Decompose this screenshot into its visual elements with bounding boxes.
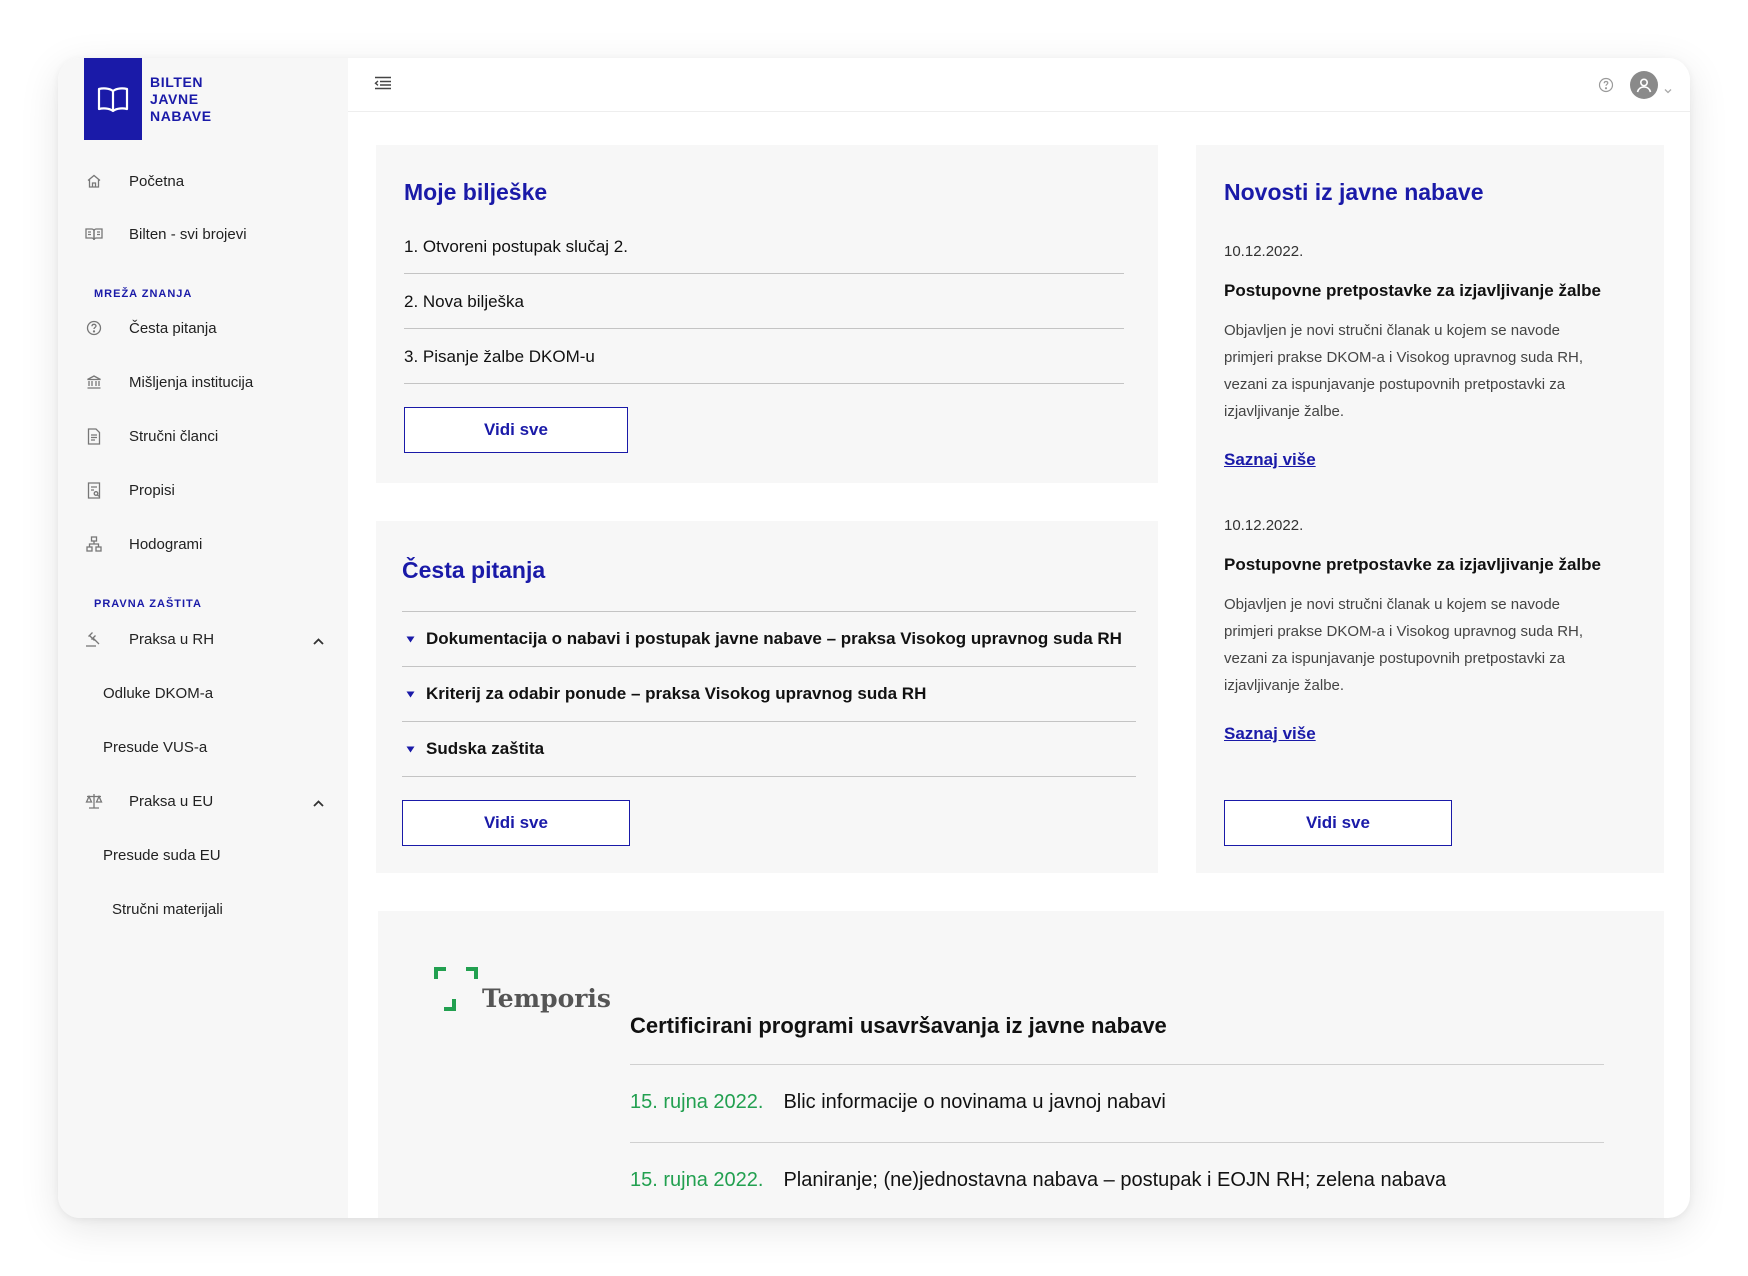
news-headline: Postupovne pretpostavke za izjavljivanje žalbe bbox=[1224, 555, 1601, 574]
sidebar-item-praksa-rh[interactable] bbox=[84, 619, 334, 659]
sidebar-subitem-strucni-materijali[interactable]: Stručni materijali bbox=[112, 900, 223, 918]
temporis-frame-icon bbox=[432, 965, 480, 1013]
document-icon bbox=[84, 426, 104, 446]
news-body-line: primjeri prakse DKOM-a i Visokog upravnog suda RH, bbox=[1224, 349, 1584, 366]
faq-item-label: Kriterij za odabir ponude – praksa Visokog upravnog suda RH bbox=[426, 684, 927, 703]
top-bar bbox=[348, 58, 1690, 112]
news-body-line: primjeri prakse DKOM-a i Visokog upravnog suda RH, bbox=[1224, 623, 1584, 640]
chevron-up-icon[interactable] bbox=[313, 794, 324, 811]
user-avatar-icon[interactable] bbox=[1630, 71, 1658, 99]
sidebar-item-label: Praksa u RH bbox=[129, 630, 215, 648]
note-item[interactable]: 3. Pisanje žalbe DKOM-u bbox=[404, 330, 1124, 384]
sidebar-item-propisi[interactable] bbox=[84, 470, 334, 510]
news-body-line: Objavljen je novi stručni članak u kojem se navode bbox=[1224, 322, 1561, 339]
sidebar-item-label: Mišljenja institucija bbox=[129, 373, 254, 391]
sidebar-item-praksa-eu[interactable] bbox=[84, 781, 334, 821]
caret-down-icon bbox=[402, 746, 426, 753]
news-body-line: Objavljen je novi stručni članak u kojem se navode bbox=[1224, 596, 1561, 613]
temporis-logo[interactable] bbox=[432, 965, 611, 1013]
program-name: Planiranje; (ne)jednostavna nabava – postupak i EOJN RH; zelena nabava bbox=[783, 1169, 1447, 1191]
sitemap-icon bbox=[84, 534, 104, 554]
section-label-mreza-znanja: MREŽA ZNANJA bbox=[94, 288, 193, 300]
news-view-all-button[interactable]: Vidi sve bbox=[1224, 800, 1452, 846]
sidebar-item-label: Hodogrami bbox=[129, 535, 203, 553]
faq-item[interactable] bbox=[402, 612, 1136, 667]
program-date: 15. rujna 2022. bbox=[630, 1169, 764, 1191]
sidebar-item-bilten[interactable] bbox=[84, 214, 334, 254]
news-headline: Postupovne pretpostavke za izjavljivanje žalbe bbox=[1224, 281, 1601, 300]
sidebar-item-strucni-clanci[interactable] bbox=[84, 416, 334, 456]
notes-card bbox=[376, 145, 1158, 483]
news-body bbox=[1224, 591, 1604, 699]
programs-divider bbox=[630, 1142, 1604, 1143]
faq-item[interactable] bbox=[402, 722, 1136, 777]
question-circle-icon bbox=[84, 318, 104, 338]
news-body-line: izjavljivanje žalbe. bbox=[1224, 403, 1345, 420]
notes-view-all-button[interactable]: Vidi sve bbox=[404, 407, 628, 453]
news-body bbox=[1224, 317, 1604, 425]
news-title: Novosti iz javne nabave bbox=[1224, 179, 1484, 205]
news-card bbox=[1196, 145, 1664, 873]
caret-down-icon bbox=[402, 691, 426, 698]
news-date: 10.12.2022. bbox=[1224, 243, 1304, 260]
sidebar-item-label: Česta pitanja bbox=[129, 319, 217, 337]
brand-line-1: BILTEN bbox=[150, 73, 204, 90]
brand-name bbox=[150, 74, 212, 125]
news-read-more-link[interactable]: Saznaj više bbox=[1224, 450, 1316, 469]
faq-title: Česta pitanja bbox=[402, 557, 546, 583]
program-date: 15. rujna 2022. bbox=[630, 1091, 764, 1113]
brand-line-3: NABAVE bbox=[150, 107, 212, 124]
brand-line-2: JAVNE bbox=[150, 90, 199, 107]
sidebar-subitem-presude-vus[interactable]: Presude VUS-a bbox=[103, 738, 208, 756]
faq-card bbox=[376, 521, 1158, 873]
sidebar-subitem-odluke-dkom[interactable]: Odluke DKOM-a bbox=[103, 684, 214, 702]
faq-item[interactable] bbox=[402, 667, 1136, 722]
program-name: Blic informacije o novinama u javnoj nabavi bbox=[783, 1091, 1166, 1113]
book-icon bbox=[84, 224, 104, 244]
news-read-more-link[interactable]: Saznaj više bbox=[1224, 724, 1316, 743]
sidebar bbox=[58, 58, 348, 1218]
chevron-down-icon[interactable] bbox=[1664, 81, 1672, 99]
sidebar-item-label: Propisi bbox=[129, 481, 175, 499]
news-body-line: izjavljivanje žalbe. bbox=[1224, 677, 1345, 694]
sidebar-item-label: Praksa u EU bbox=[129, 792, 214, 810]
sidebar-item-label: Stručni članci bbox=[129, 427, 219, 445]
brand-logo[interactable] bbox=[84, 58, 212, 140]
menu-collapse-icon[interactable] bbox=[374, 76, 392, 95]
faq-item-label: Dokumentacija o nabavi i postupak javne nabave – praksa Visokog upravnog suda RH bbox=[426, 629, 1122, 648]
home-icon bbox=[84, 171, 104, 191]
temporis-logo-text: Temporis bbox=[482, 984, 611, 1013]
sidebar-item-hodogrami[interactable] bbox=[84, 524, 334, 564]
news-body-line: vezani za ispunjavanje postupovnih pretpostavki za bbox=[1224, 376, 1566, 393]
section-label-pravna-zastita: PRAVNA ZAŠTITA bbox=[94, 598, 202, 610]
program-row[interactable] bbox=[630, 1091, 1166, 1114]
notes-title: Moje bilješke bbox=[404, 179, 548, 205]
programs-title: Certificirani programi usavršavanja iz javne nabave bbox=[630, 1013, 1167, 1038]
chevron-up-icon[interactable] bbox=[313, 632, 324, 649]
sidebar-subitem-presude-suda-eu[interactable]: Presude suda EU bbox=[103, 846, 221, 864]
sidebar-item-pocetna[interactable] bbox=[84, 161, 334, 201]
institution-icon bbox=[84, 372, 104, 392]
scales-icon bbox=[84, 791, 104, 811]
open-book-icon bbox=[84, 58, 142, 140]
regulations-icon bbox=[84, 480, 104, 500]
news-body-line: vezani za ispunjavanje postupovnih pretpostavki za bbox=[1224, 650, 1566, 667]
news-date: 10.12.2022. bbox=[1224, 517, 1304, 534]
note-item[interactable]: 1. Otvoreni postupak slučaj 2. bbox=[404, 220, 1124, 274]
caret-down-icon bbox=[402, 636, 426, 643]
note-item[interactable]: 2. Nova bilješka bbox=[404, 275, 1124, 329]
app-window bbox=[58, 58, 1690, 1218]
sidebar-item-label: Početna bbox=[129, 172, 185, 190]
sidebar-item-cesta-pitanja[interactable] bbox=[84, 308, 334, 348]
program-row[interactable] bbox=[630, 1169, 1446, 1192]
help-circle-icon[interactable] bbox=[1598, 77, 1614, 98]
programs-divider bbox=[630, 1064, 1604, 1065]
faq-item-label: Sudska zaštita bbox=[426, 739, 545, 758]
gavel-icon bbox=[84, 629, 104, 649]
faq-view-all-button[interactable]: Vidi sve bbox=[402, 800, 630, 846]
sidebar-item-label: Bilten - svi brojevi bbox=[129, 225, 247, 243]
sidebar-item-misljenja[interactable] bbox=[84, 362, 334, 402]
temporis-card bbox=[378, 911, 1664, 1218]
